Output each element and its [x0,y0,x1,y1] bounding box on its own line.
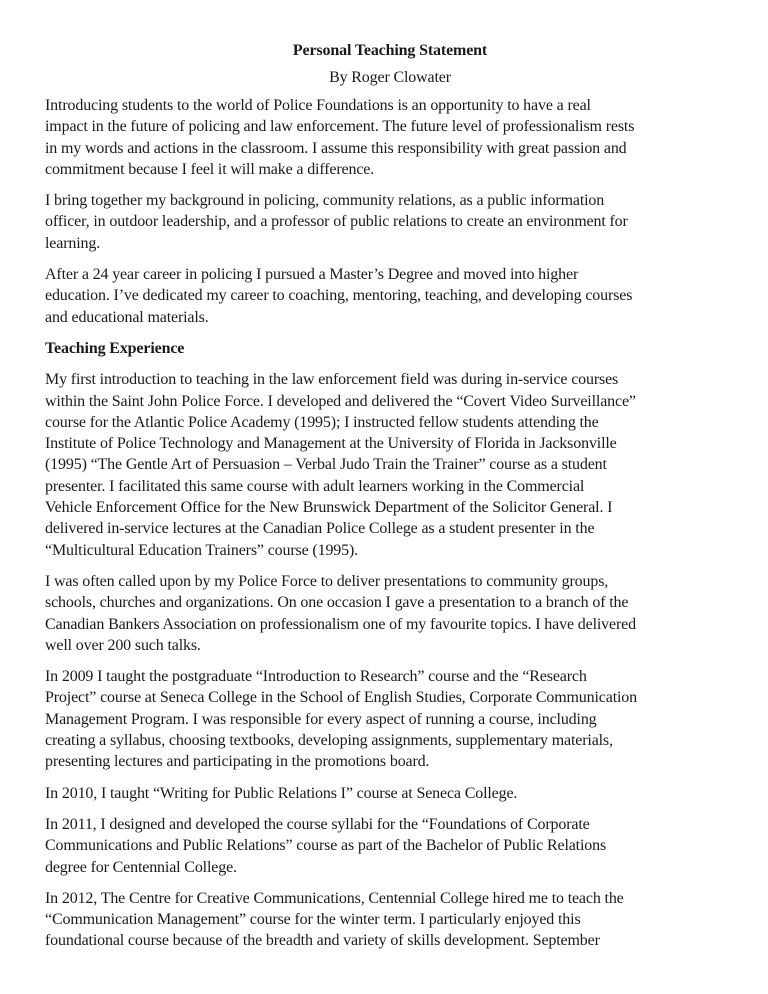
text-line: In 2009 I taught the postgraduate “Introduction to Research” course and the “Research [45,668,587,686]
paragraph [45,666,735,772]
intro-section [45,95,735,328]
text-line: Vehicle Enforcement Office for the New Brunswick Department of the Solicitor General. I [45,499,613,517]
text-line: I was often called upon by my Police Force to deliver presentations to community groups, [45,572,609,590]
paragraph [45,783,735,804]
text-line: presenting lectures and participating in the promotions board. [45,753,430,771]
text-line: My first introduction to teaching in the law enforcement field was during in-service courses [45,371,619,389]
text-line: “Multicultural Education Trainers” course (1995). [45,541,359,559]
text-line: learning. [45,234,101,252]
paragraph [45,264,735,328]
text-line: degree for Centennial College. [45,858,237,876]
text-line: well over 200 such talks. [45,636,201,654]
text-line: education. I’ve dedicated my career to coaching, mentoring, teaching, and developing courses [45,287,633,305]
section-heading: Teaching Experience [45,339,185,357]
text-line: Canadian Bankers Association on professionalism one of my favourite topics. I have delivered [45,615,636,633]
text-line: I bring together my background in policing, community relations, as a public information [45,192,605,210]
experience-section [45,369,735,951]
text-line: and educational materials. [45,308,209,326]
text-line: foundational course because of the breadth and variety of skills development. September [45,932,600,950]
text-line: schools, churches and organizations. On one occasion I gave a presentation to a branch of the [45,594,629,612]
text-line: Communications and Public Relations” course as part of the Bachelor of Public Relations [45,837,607,855]
text-line: Management Program. I was responsible for every aspect of running a course, including [45,710,597,728]
text-line: officer, in outdoor leadership, and a professor of public relations to create an environment for [45,213,628,231]
text-line: within the Saint John Police Force. I developed and delivered the “Covert Video Surveillance” [45,392,636,410]
text-line: impact in the future of policing and law enforcement. The future level of professionalism rests [45,118,635,136]
text-line: In 2010, I taught “Writing for Public Relations I” course at Seneca College. [45,784,518,802]
paragraph [45,95,735,180]
text-line: creating a syllabus, choosing textbooks, developing assignments, supplementary materials, [45,732,613,750]
text-line: in my words and actions in the classroom. I assume this responsibility with great passion and [45,139,627,157]
text-line: In 2012, The Centre for Creative Communications, Centennial College hired me to teach the [45,889,624,907]
text-line: In 2011, I designed and developed the course syllabi for the “Foundations of Corporate [45,815,590,833]
text-line: commitment because I feel it will make a difference. [45,160,375,178]
text-line: course for the Atlantic Police Academy (1995); I instructed fellow students attending the [45,413,599,431]
paragraph [45,814,735,878]
paragraph [45,190,735,254]
paragraph [45,888,735,952]
paragraph [45,571,735,656]
text-line: Project” course at Seneca College in the School of English Studies, Corporate Communication [45,689,637,707]
text-line: presenter. I facilitated this same course with adult learners working in the Commercial [45,477,585,495]
text-line: After a 24 year career in policing I pursued a Master’s Degree and moved into higher [45,266,579,284]
text-line: Introducing students to the world of Police Foundations is an opportunity to have a real [45,97,591,114]
document-author: By Roger Clowater [329,69,451,86]
text-line: Institute of Police Technology and Management at the University of Florida in Jacksonville [45,435,617,453]
document-title: Personal Teaching Statement [292,42,488,59]
document-page [45,40,735,962]
paragraph [45,369,735,561]
text-line: delivered in-service lectures at the Canadian Police College as a student presenter in the [45,520,595,538]
text-line: (1995) “The Gentle Art of Persuasion – Verbal Judo Train the Trainer” course as a student [45,456,607,474]
text-line: “Communication Management” course for the winter term. I particularly enjoyed this [45,911,581,929]
